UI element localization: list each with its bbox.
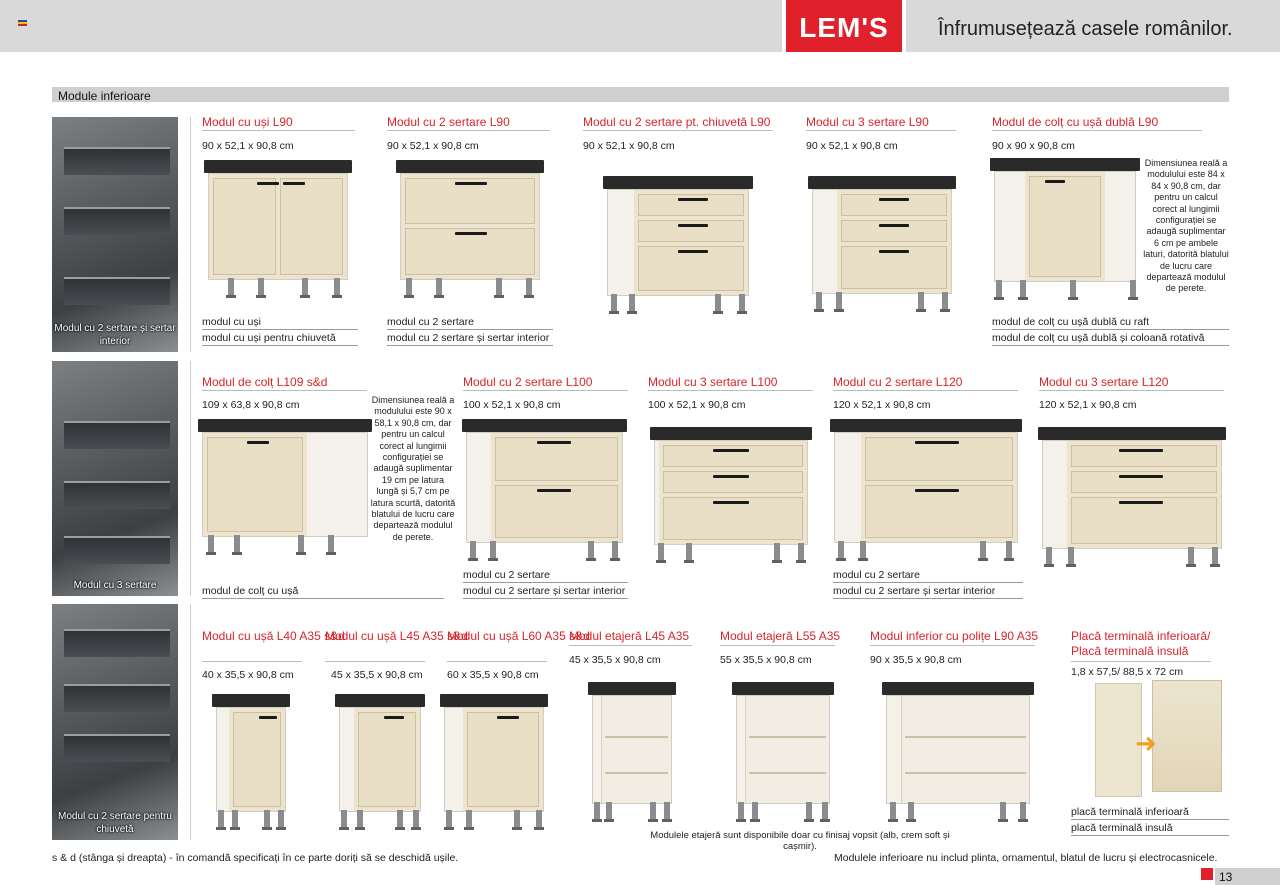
section-bar (52, 87, 1229, 102)
module-title: Modul cu ușă L45 A35 s&d (325, 629, 468, 643)
module-dimensions: 45 x 35,5 x 90,8 cm (331, 669, 423, 681)
module-title: Modul inferior cu polițe L90 A35 (870, 629, 1039, 643)
label-rule (992, 329, 1229, 330)
cabinet-door-l45 (335, 694, 425, 830)
title-rule (648, 390, 813, 391)
module-title: Modul cu 2 sertare L120 (833, 375, 963, 389)
label-rule (833, 598, 1023, 599)
module-variant: modul cu uși pentru chiuvetă (202, 332, 336, 344)
title-rule (1071, 661, 1211, 662)
module-dimensions: 90 x 52,1 x 90,8 cm (583, 140, 675, 152)
module-variant: modul cu 2 sertare și sertar interior (387, 332, 550, 344)
title-rule (202, 130, 355, 131)
module-dimensions: 40 x 35,5 x 90,8 cm (202, 669, 294, 681)
photo-drawers-3 (52, 604, 178, 840)
module-title: Modul cu ușă L40 A35 s&d (202, 629, 345, 643)
module-dimensions: 120 x 52,1 x 90,8 cm (1039, 399, 1137, 411)
page-number: 13 (1219, 870, 1233, 884)
module-dimensions: 100 x 52,1 x 90,8 cm (648, 399, 746, 411)
label-rule (202, 345, 358, 346)
title-rule (447, 661, 547, 662)
module-variant: modul cu 2 sertare (387, 316, 474, 328)
module-dimensions: 90 x 52,1 x 90,8 cm (202, 140, 294, 152)
arrow-icon: ➜ (1135, 728, 1157, 758)
module-title: Modul cu 3 sertare L120 (1039, 375, 1169, 389)
module-title: Modul cu 3 sertare L100 (648, 375, 778, 389)
dimension-note: Dimensiunea reală a modulului este 90 x 58,1 x 90,8 cm, dar pentru un calcul corect al lungimii configurației se adaugă suplimentar 19 cm pe latura lungă și 5,7 cm pe latura scurtă, datorită blatului de lucru care departează modulul de perete. (370, 395, 456, 542)
module-dimensions: 90 x 90 x 90,8 cm (992, 140, 1075, 152)
title-rule (463, 390, 628, 391)
title-rule (992, 130, 1202, 131)
label-rule (833, 582, 1023, 583)
photo-drawers-1 (52, 117, 178, 352)
photo-drawers-2 (52, 361, 178, 596)
title-rule (583, 130, 773, 131)
cabinet-3-drawers-l120 (1038, 427, 1226, 567)
module-variant: modul de colț cu ușă dublă cu raft (992, 316, 1150, 328)
module-dimensions: 1,8 x 57,5/ 88,5 x 72 cm (1071, 666, 1184, 678)
label-rule (387, 329, 553, 330)
photo-caption: Modul cu 3 sertare (73, 580, 157, 591)
module-title: Modul cu uși L90 (202, 115, 293, 129)
cabinet-3-drawers-l100 (650, 427, 812, 563)
title-rule (569, 645, 692, 646)
module-variant: modul cu 2 sertare și sertar interior (463, 585, 626, 597)
module-variant: placă terminală inferioară (1071, 806, 1189, 818)
cabinet-doors-l90 (204, 160, 352, 298)
module-title: Modul cu 3 sertare L90 (806, 115, 929, 129)
module-title: Modul de colț cu ușă dublă L90 (992, 115, 1159, 129)
label-rule (1071, 835, 1229, 836)
label-rule (387, 345, 553, 346)
photo-caption: Modul cu 2 sertare și sertar interior (54, 323, 176, 347)
divider (190, 361, 191, 596)
cabinet-2-drawers-l90 (396, 160, 544, 298)
module-title: Modul cu ușă L60 A35 s&d (447, 629, 590, 643)
module-variant: modul cu 2 sertare (833, 569, 920, 581)
cabinet-shelf-l45 (588, 682, 676, 822)
label-rule (1071, 819, 1229, 820)
module-dimensions: 60 x 35,5 x 90,8 cm (447, 669, 539, 681)
title-rule (1039, 390, 1224, 391)
title-rule (202, 661, 302, 662)
flag-icon (18, 20, 27, 26)
cabinet-2-drawers-l100 (462, 419, 627, 561)
module-variant: modul cu 2 sertare și sertar interior (833, 585, 996, 597)
label-rule (992, 345, 1229, 346)
module-title: Modul de colț L109 s&d (202, 375, 328, 389)
title-rule (870, 645, 1035, 646)
label-rule (202, 598, 444, 599)
brand-logo: LEM'S (782, 0, 906, 52)
module-dimensions: 90 x 35,5 x 90,8 cm (870, 654, 962, 666)
cabinet-shelves-l90 (882, 682, 1034, 822)
cabinet-shelf-l55 (732, 682, 834, 822)
divider (190, 604, 191, 840)
page-marker (1201, 868, 1213, 880)
module-variant: modul cu 2 sertare (463, 569, 550, 581)
cabinet-3-drawers-l90 (808, 176, 956, 312)
module-title: Modul cu 2 sertare L100 (463, 375, 593, 389)
module-title: Placă terminală inferioară/ Placă terminală insulă (1071, 629, 1211, 658)
cabinet-2-drawers-l120 (830, 419, 1022, 561)
cabinet-corner-double-door-l90 (990, 158, 1140, 300)
title-rule (387, 130, 550, 131)
module-variant: modul de colț cu ușă (202, 585, 299, 597)
title-rule (720, 645, 835, 646)
divider (190, 117, 191, 352)
section-title: Module inferioare (58, 89, 151, 103)
label-rule (463, 598, 628, 599)
cabinet-corner-l109 (198, 419, 372, 555)
module-dimensions: 100 x 52,1 x 90,8 cm (463, 399, 561, 411)
module-variant: placă terminală insulă (1071, 822, 1173, 834)
module-dimensions: 120 x 52,1 x 90,8 cm (833, 399, 931, 411)
footnote-left: s & d (stânga și dreapta) - în comandă specificați în ce parte doriți să se deschidă ușile. (52, 852, 459, 864)
module-dimensions: 109 x 63,8 x 90,8 cm (202, 399, 300, 411)
photo-caption: Modul cu 2 sertare pentru chiuvetă (58, 811, 172, 835)
cabinet-door-l40 (212, 694, 290, 830)
footnote-right: Modulele inferioare nu includ plinta, ornamentul, blatul de lucru și electrocasnicele. (834, 852, 1218, 864)
title-rule (833, 390, 1018, 391)
module-title: Modul cu 2 sertare L90 (387, 115, 510, 129)
module-dimensions: 45 x 35,5 x 90,8 cm (569, 654, 661, 666)
cabinet-door-l60 (440, 694, 548, 830)
tagline: Înfrumusețează casele românilor. (938, 18, 1233, 40)
label-rule (202, 329, 358, 330)
module-title: Modul etajeră L45 A35 (569, 629, 690, 643)
module-title: Modul cu 2 sertare pt. chiuvetă L90 (583, 115, 771, 129)
module-dimensions: 90 x 52,1 x 90,8 cm (806, 140, 898, 152)
title-rule (202, 390, 367, 391)
etajera-note: Modulele etajeră sunt disponibile doar cu finisaj vopsit (alb, crem soft și cașmir). (650, 830, 950, 853)
label-rule (463, 582, 628, 583)
cabinet-2-drawers-sink-l90 (603, 176, 753, 314)
title-rule (806, 130, 956, 131)
module-variant: modul cu uși (202, 316, 261, 328)
module-variant: modul de colț cu ușă dublă și coloană rotativă (992, 332, 1205, 344)
title-rule (325, 661, 425, 662)
end-panel-photo (1152, 680, 1222, 792)
module-dimensions: 90 x 52,1 x 90,8 cm (387, 140, 479, 152)
dimension-note: Dimensiunea reală a modulului este 84 x 84 x 90,8 cm, dar pentru un calcul corect al lungimii configurației se adaugă suplimentar 6 cm pe ambele laturi, datorită blatului de lucru care departează modulul de perete. (1143, 158, 1229, 294)
module-dimensions: 55 x 35,5 x 90,8 cm (720, 654, 812, 666)
module-title: Modul etajeră L55 A35 (720, 629, 841, 643)
